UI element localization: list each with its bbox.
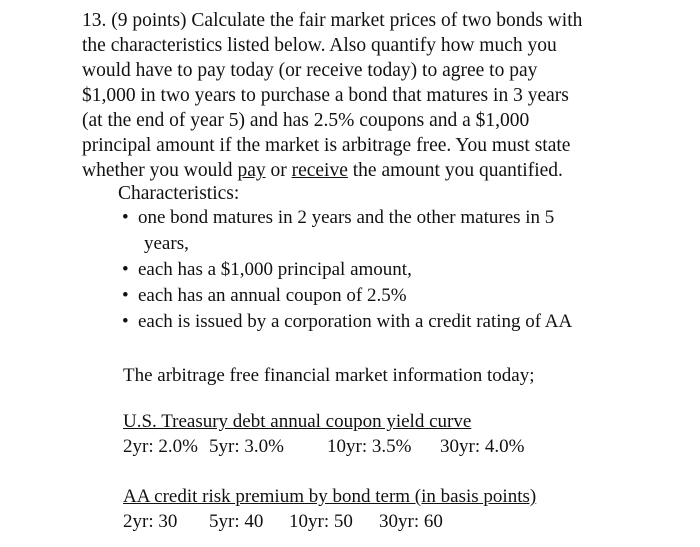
treasury-heading: U.S. Treasury debt annual coupon yield curve (123, 411, 472, 432)
bullet-icon: • (122, 285, 129, 306)
question-line: principal amount if the market is arbitrage free. You must state (82, 135, 571, 156)
market-info-text: The arbitrage free financial market information today; (123, 365, 535, 386)
rate-item: 30yr: 60 (379, 511, 443, 532)
question-last-line (82, 158, 642, 183)
bullet-text: one bond matures in 2 years and the other matures in 5 (138, 207, 555, 228)
bullet-icon: • (122, 259, 129, 280)
question-line: 13. (9 points) Calculate the fair market prices of two bonds with (82, 10, 583, 31)
rate-item: 10yr: 50 (289, 511, 353, 532)
bullet-icon: • (122, 311, 129, 332)
bullet-text: each has an annual coupon of 2.5% (138, 285, 407, 306)
question-line: (at the end of year 5) and has 2.5% coupons and a $1,000 (82, 110, 530, 131)
question-text: the amount you quantified. (347, 160, 563, 181)
question-line: would have to pay today (or receive today) to agree to pay (82, 60, 538, 81)
list-item (122, 257, 572, 283)
list-item (122, 283, 572, 309)
treasury-section (123, 409, 524, 459)
list-item (122, 309, 572, 335)
rate-item: 5yr: 3.0% (209, 436, 284, 457)
characteristics-list (122, 205, 572, 335)
rate-item: 5yr: 40 (209, 511, 264, 532)
rate-item: 30yr: 4.0% (440, 436, 525, 457)
question-line: $1,000 in two years to purchase a bond that matures in 3 years (82, 85, 569, 106)
bullet-text: each has a $1,000 principal amount, (138, 259, 412, 280)
bullet-icon: • (122, 207, 129, 228)
question-line: the characteristics listed below. Also quantify how much you (82, 35, 557, 56)
question-text: whether you would (82, 160, 238, 181)
list-item (122, 205, 572, 257)
question-text: or (265, 160, 292, 181)
credit-section (123, 484, 536, 534)
bullet-text: each is issued by a corporation with a credit rating of AA (138, 311, 573, 332)
credit-heading: AA credit risk premium by bond term (in basis points) (123, 486, 537, 507)
bullet-text-continued: years, (144, 233, 189, 254)
receive-word: receive (291, 160, 348, 181)
pay-word: pay (237, 160, 266, 181)
treasury-rates (123, 434, 524, 459)
characteristics-heading: Characteristics: (118, 183, 240, 204)
rate-item: 2yr: 30 (123, 511, 178, 532)
credit-rates (123, 509, 536, 534)
rate-item: 10yr: 3.5% (327, 436, 412, 457)
question-paragraph (82, 8, 642, 183)
rate-item: 2yr: 2.0% (123, 436, 198, 457)
